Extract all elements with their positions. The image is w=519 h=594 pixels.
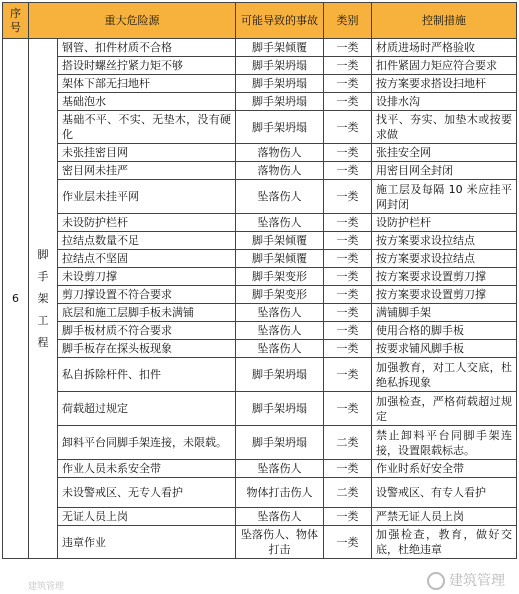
hazard-cell: 基础不平、不实、无垫木，没有硬化 (58, 111, 236, 144)
watermark-left: 建筑管理 (28, 582, 65, 592)
class-cell: 一类 (324, 358, 372, 392)
category-label: 脚手架工程 (37, 247, 49, 349)
hazard-cell: 荷载超过规定 (58, 392, 236, 426)
control-cell: 设排水沟 (372, 93, 517, 111)
class-cell: 一类 (324, 75, 372, 93)
class-cell: 一类 (324, 340, 372, 358)
class-cell: 一类 (324, 392, 372, 426)
watermark (427, 570, 505, 590)
table-row (3, 162, 517, 180)
table-row (3, 111, 517, 144)
accident-cell: 坠落伤人 (236, 304, 324, 322)
hazard-cell: 底层和施工层脚手板未满铺 (58, 304, 236, 322)
control-cell: 加强检查，教育，做好交底，杜绝违章 (372, 526, 517, 559)
accident-cell: 落物伤人 (236, 162, 324, 180)
control-cell: 设警戒区、有专人看护 (372, 478, 517, 508)
class-cell: 一类 (324, 93, 372, 111)
accident-cell: 坠落伤人 (236, 322, 324, 340)
control-cell: 严禁无证人员上岗 (372, 508, 517, 526)
table-row (3, 460, 517, 478)
class-cell: 一类 (324, 268, 372, 286)
hazard-cell: 作业人员未系安全带 (58, 460, 236, 478)
hazard-cell: 未设防护栏杆 (58, 214, 236, 232)
hazard-cell: 作业层未挂平网 (58, 180, 236, 214)
class-cell: 一类 (324, 144, 372, 162)
hazard-cell: 无证人员上岗 (58, 508, 236, 526)
hazard-cell: 脚手板材质不符合要求 (58, 322, 236, 340)
control-cell: 用密目网全封闭 (372, 162, 517, 180)
control-cell: 满铺脚手架 (372, 304, 517, 322)
table-row (3, 250, 517, 268)
accident-cell: 坠落伤人 (236, 508, 324, 526)
class-cell: 一类 (324, 39, 372, 57)
accident-cell: 脚手架坍塌 (236, 75, 324, 93)
hazard-cell: 架体下部无扫地杆 (58, 75, 236, 93)
table-row (3, 304, 517, 322)
table-row (3, 180, 517, 214)
class-cell: 一类 (324, 460, 372, 478)
header-row (3, 3, 517, 39)
accident-cell: 物体打击伤人 (236, 478, 324, 508)
control-cell: 加强检查，严格荷载超过规定 (372, 392, 517, 426)
table-row (3, 268, 517, 286)
hazard-cell: 未设剪刀撑 (58, 268, 236, 286)
header-class: 类别 (324, 3, 372, 39)
hazard-cell: 拉结点不坚固 (58, 250, 236, 268)
table-row (3, 57, 517, 75)
hazard-cell: 未设警戒区、无专人看护 (58, 478, 236, 508)
accident-cell: 脚手架倾覆 (236, 250, 324, 268)
table-row (3, 39, 517, 57)
control-cell: 按方案要求设拉结点 (372, 232, 517, 250)
control-cell: 设防护栏杆 (372, 214, 517, 232)
hazard-cell: 私自拆除杆件、扣件 (58, 358, 236, 392)
header-accident: 可能导致的事故 (236, 3, 324, 39)
hazard-cell: 未张挂密目网 (58, 144, 236, 162)
accident-cell: 脚手架坍塌 (236, 426, 324, 460)
class-cell: 一类 (324, 214, 372, 232)
accident-cell: 脚手架坍塌 (236, 57, 324, 75)
hazard-cell: 脚手板存在探头板现象 (58, 340, 236, 358)
control-cell: 按方案要求搭设扫地杆 (372, 75, 517, 93)
control-cell: 按要求铺风脚手板 (372, 340, 517, 358)
hazard-cell: 卸料平台同脚手架连接，未限载。 (58, 426, 236, 460)
control-cell: 使用合格的脚手板 (372, 322, 517, 340)
hazard-cell: 拉结点数量不足 (58, 232, 236, 250)
table-row (3, 426, 517, 460)
accident-cell: 脚手架坍塌 (236, 392, 324, 426)
control-cell: 作业时系好安全带 (372, 460, 517, 478)
watermark-text: 建筑管理 (449, 573, 505, 589)
header-hazard: 重大危险源 (29, 3, 236, 39)
table-row (3, 340, 517, 358)
logo-icon (427, 572, 445, 590)
control-cell: 材质进场时严格验收 (372, 39, 517, 57)
control-cell: 张挂安全网 (372, 144, 517, 162)
accident-cell: 脚手架变形 (236, 268, 324, 286)
accident-cell: 脚手架坍塌 (236, 111, 324, 144)
class-cell: 一类 (324, 304, 372, 322)
control-cell: 按方案要求设拉结点 (372, 250, 517, 268)
table-row (3, 478, 517, 508)
table-row (3, 214, 517, 232)
class-cell: 一类 (324, 250, 372, 268)
hazard-cell: 基础泡水 (58, 93, 236, 111)
accident-cell: 落物伤人 (236, 144, 324, 162)
table-row (3, 93, 517, 111)
hazard-cell: 违章作业 (58, 526, 236, 559)
accident-cell: 脚手架倾覆 (236, 232, 324, 250)
table-row (3, 286, 517, 304)
class-cell: 一类 (324, 57, 372, 75)
accident-cell: 坠落伤人 (236, 340, 324, 358)
class-cell: 二类 (324, 478, 372, 508)
table-row (3, 508, 517, 526)
hazard-cell: 剪刀撑设置不符合要求 (58, 286, 236, 304)
table-row (3, 322, 517, 340)
control-cell: 按方案要求设置剪刀撑 (372, 268, 517, 286)
table-row (3, 358, 517, 392)
hazard-table (2, 2, 517, 559)
accident-cell: 脚手架坍塌 (236, 358, 324, 392)
hazard-cell: 搭设时螺丝拧紧力矩不够 (58, 57, 236, 75)
category-cell (29, 39, 58, 559)
hazard-cell: 密目网未挂严 (58, 162, 236, 180)
control-cell: 找平、夯实、加垫木或按要求做 (372, 111, 517, 144)
control-cell: 按方案要求设置剪刀撑 (372, 286, 517, 304)
class-cell: 一类 (324, 526, 372, 559)
class-cell: 一类 (324, 111, 372, 144)
class-cell: 一类 (324, 286, 372, 304)
hazard-cell: 钢管、扣件材质不合格 (58, 39, 236, 57)
accident-cell: 坠落伤人 (236, 214, 324, 232)
control-cell: 施工层及每隔 10 米应挂平网封闭 (372, 180, 517, 214)
row-seq: 6 (3, 39, 29, 559)
class-cell: 一类 (324, 508, 372, 526)
accident-cell: 坠落伤人、物体打击 (236, 526, 324, 559)
table-row (3, 144, 517, 162)
header-control: 控制措施 (372, 3, 517, 39)
class-cell: 一类 (324, 322, 372, 340)
control-cell: 禁止卸料平台同脚手架连接，设置限载标志。 (372, 426, 517, 460)
class-cell: 一类 (324, 162, 372, 180)
class-cell: 一类 (324, 232, 372, 250)
accident-cell: 脚手架变形 (236, 286, 324, 304)
accident-cell: 脚手架倾覆 (236, 39, 324, 57)
control-cell: 扣件紧固力矩应符合要求 (372, 57, 517, 75)
table-row (3, 392, 517, 426)
accident-cell: 坠落伤人 (236, 180, 324, 214)
class-cell: 一类 (324, 180, 372, 214)
header-seq: 序号 (3, 3, 29, 39)
table-row (3, 526, 517, 559)
accident-cell: 脚手架坍塌 (236, 93, 324, 111)
table-row (3, 75, 517, 93)
accident-cell: 坠落伤人 (236, 460, 324, 478)
table-row (3, 232, 517, 250)
class-cell: 二类 (324, 426, 372, 460)
control-cell: 加强教育，对工人交底，杜绝私拆现象 (372, 358, 517, 392)
